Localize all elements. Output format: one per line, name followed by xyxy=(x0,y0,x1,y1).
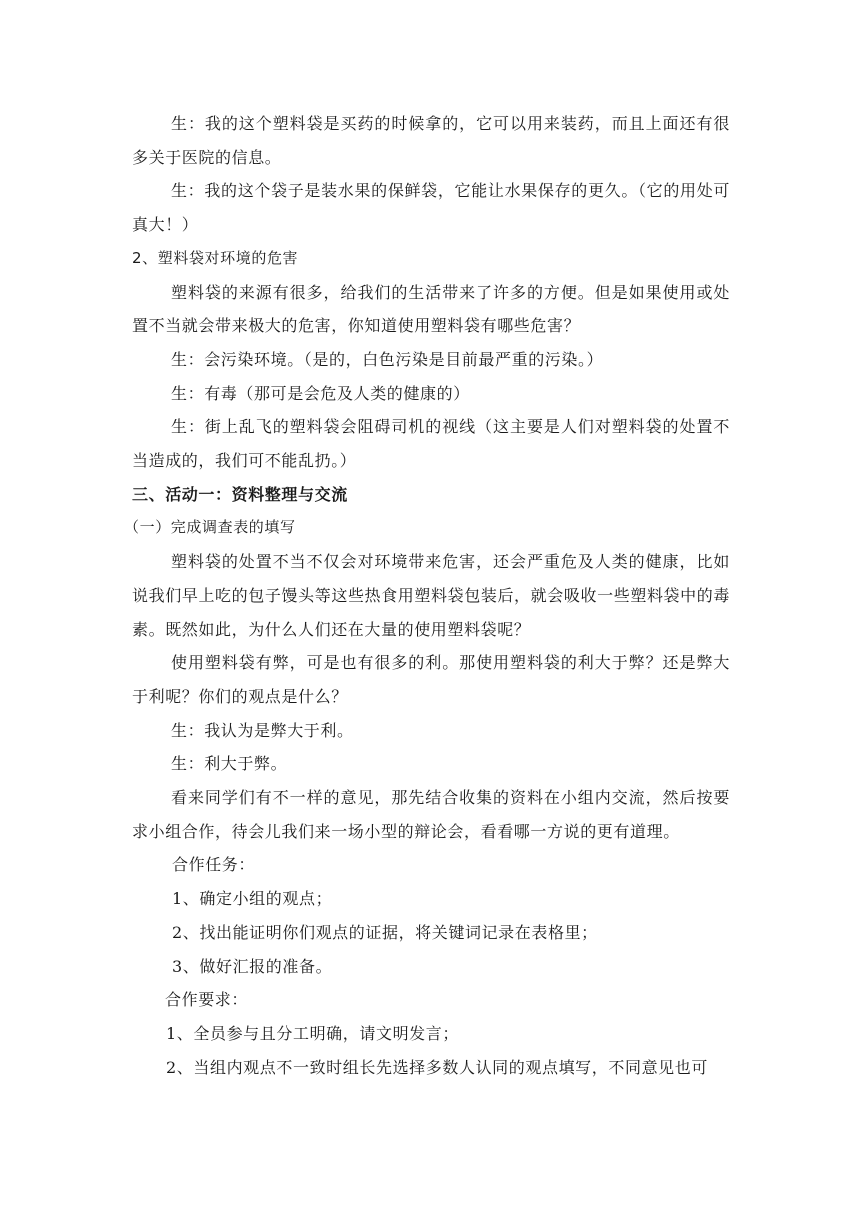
student-answer-pollution: 生：会污染环境。（是的，白色污染是目前最严重的污染。） xyxy=(171,349,604,369)
list-item: 1、确定小组的观点； xyxy=(172,889,333,909)
list-item: 2、找出能证明你们观点的证据，将关键词记录在表格里； xyxy=(172,922,598,942)
student-answer-cons: 生：我认为是弊大于利。 xyxy=(171,720,354,740)
section-heading-activity-one: 三、活动一：资料整理与交流 xyxy=(132,484,348,504)
list-item: 3、做好汇报的准备。 xyxy=(172,956,333,976)
task-title: 合作任务： xyxy=(172,855,256,875)
document-page xyxy=(124,107,730,1084)
section-heading-harm: 2、塑料袋对环境的危害 xyxy=(132,248,299,267)
paragraph-toxins: 塑料袋的处置不当不仅会对环境带来危害，还会严重危及人类的健康，比如说我们早上吃的包子馒头等这些热食用塑料袋包装后，就会吸收一些塑料袋中的毒素。既然如此，为什么人们还在大量的使用塑料袋呢？ xyxy=(132,552,730,639)
paragraph-harm-intro: 塑料袋的来源有很多，给我们的生活带来了许多的方便。但是如果使用或处置不当就会带来极大的危害，你知道使用塑料袋有哪些危害？ xyxy=(132,282,730,336)
student-answer-fresh-bag: 生：我的这个袋子是装水果的保鲜袋，它能让水果保存的更久。（它的用处可真大！） xyxy=(132,181,730,235)
list-item: 1、全员参与且分工明确，请文明发言； xyxy=(166,1023,459,1043)
subsection-heading-survey: （一）完成调查表的填写 xyxy=(124,518,296,537)
student-answer-medicine-bag: 生：我的这个塑料袋是买药的时候拿的，它可以用来装药，而且上面还有很多关于医院的信息。 xyxy=(132,114,730,167)
list-item: 2、当组内观点不一致时组长先选择多数人认同的观点填写，不同意见也可 xyxy=(166,1057,708,1077)
paragraph-pros-cons: 使用塑料袋有弊，可是也有很多的利。那使用塑料袋的利大于弊？还是弊大于利呢？你们的观点是什么？ xyxy=(132,653,730,706)
student-answer-pros: 生：利大于弊。 xyxy=(171,754,288,774)
student-answer-driver: 生：街上乱飞的塑料袋会阻碍司机的视线（这主要是人们对塑料袋的处置不当造成的，我们可不能乱扔。） xyxy=(132,417,730,471)
student-answer-toxic: 生：有毒（那可是会危及人类的健康的） xyxy=(171,383,470,403)
paragraph-debate: 看来同学们有不一样的意见，那先结合收集的资料在小组内交流，然后按要求小组合作，待会儿我们来一场小型的辩论会，看看哪一方说的更有道理。 xyxy=(132,788,730,841)
requirement-title: 合作要求： xyxy=(165,990,249,1010)
